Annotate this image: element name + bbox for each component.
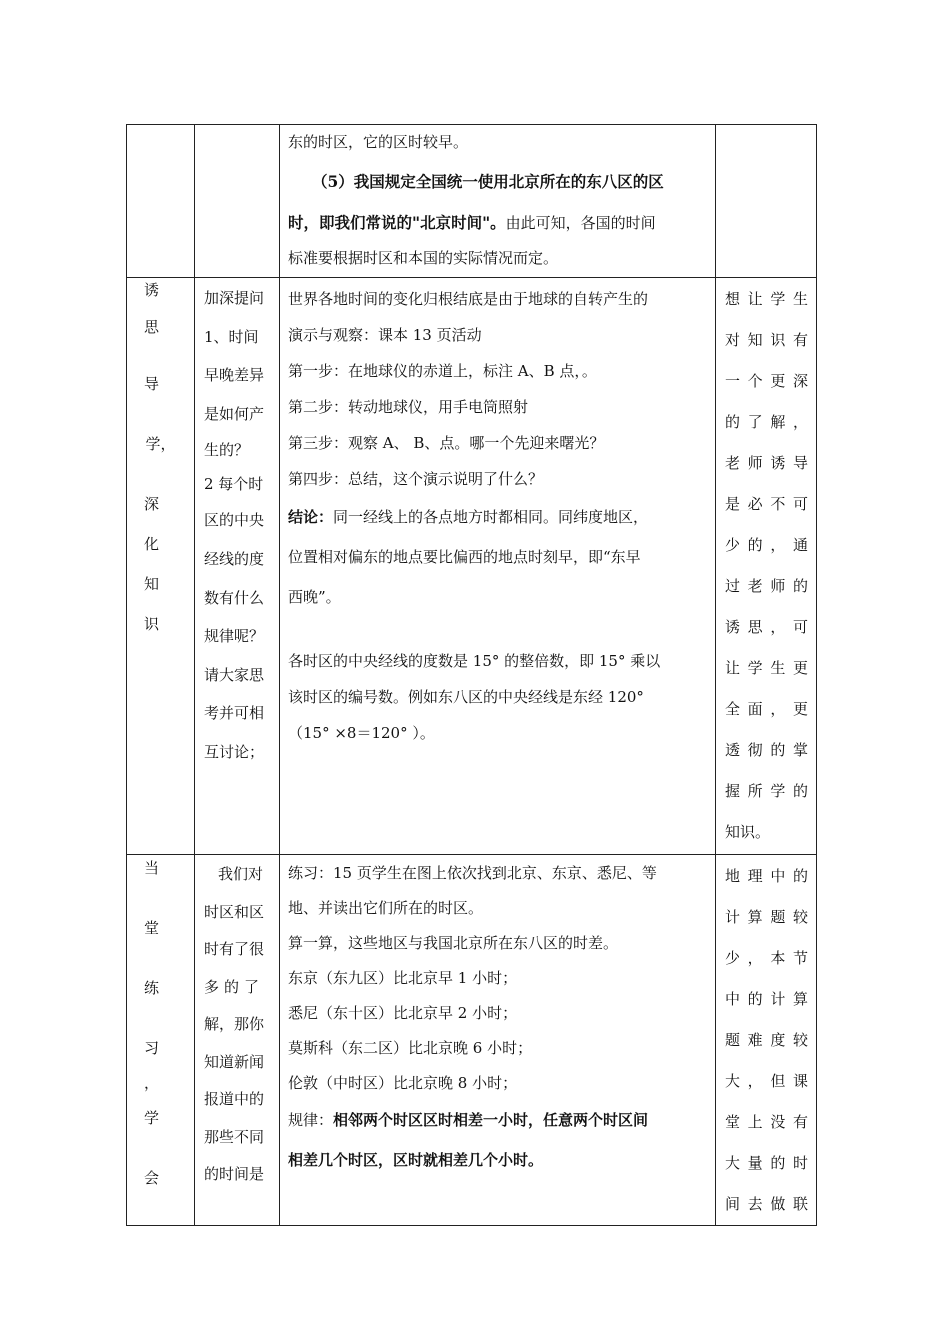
- stage-char: 识: [143, 615, 159, 633]
- content-line: 算一算，这些地区与我国北京所在东八区的时差。: [288, 934, 619, 952]
- table-row-continuation: [127, 125, 817, 278]
- stage-char: 知: [143, 575, 159, 593]
- notes-line: 透彻的掌: [725, 741, 808, 759]
- content-line: 悉尼（东十区）比北京早 2 小时；: [288, 1004, 518, 1022]
- content-line: 位置相对偏东的地点要比偏西的地点时刻早，即“东早: [288, 548, 641, 566]
- content-line: 第三步：观察 A、 B、点。哪一个先迎来曙光？: [288, 434, 605, 452]
- activity-line: 多的了: [204, 977, 265, 996]
- stage-cell: [127, 855, 195, 1226]
- stage-char: 当: [143, 859, 159, 877]
- notes-line: 大，但课: [725, 1072, 808, 1090]
- content-line: 练习：15 页学生在图上依次找到北京、东京、悉尼、等: [288, 864, 657, 882]
- notes-line: 是必不可: [725, 495, 808, 513]
- activity-cell: [195, 278, 280, 855]
- notes-line: 间去做联: [725, 1195, 808, 1213]
- table-row-deepen: [127, 278, 817, 855]
- content-line: 由此可知，各国的时间: [505, 214, 656, 232]
- notes-line: 中的计算: [725, 990, 808, 1008]
- notes-line: 想让学生: [725, 290, 808, 308]
- activity-line: 互讨论；: [204, 742, 265, 761]
- content-line-bold: 时，即我们常说的"北京时间"。: [288, 213, 506, 232]
- notes-line: 过老师的: [725, 577, 808, 595]
- content-cell: [280, 278, 716, 855]
- content-line: 世界各地时间的变化归根结底是由于地球的自转产生的: [288, 290, 649, 308]
- notes-line: 一个更深: [725, 372, 808, 390]
- activity-line: 1、时间: [204, 327, 259, 346]
- content-line: 第二步：转动地球仪，用手电筒照射: [288, 398, 529, 416]
- content-line-bold: 相邻两个时区区时相差一小时，任意两个时区间: [333, 1111, 649, 1129]
- activity-line: 那些不同: [204, 1127, 265, 1146]
- content-line: 西晚”。: [288, 588, 341, 606]
- stage-cell: [127, 278, 195, 855]
- stage-char: ，: [143, 1074, 159, 1092]
- content-line-bold: （5）我国规定全国统一使用北京所在的东八区的区: [312, 172, 664, 191]
- content-line: （15° ×8＝120° ）。: [288, 724, 435, 742]
- content-cell: [280, 855, 716, 1226]
- stage-char: 堂: [143, 919, 159, 937]
- notes-cell: [716, 125, 817, 278]
- stage-char: 思: [143, 318, 159, 336]
- stage-cell: [127, 125, 195, 278]
- activity-line: 数有什么: [204, 588, 265, 607]
- content-line: 标准要根据时区和本国的实际情况而定。: [288, 249, 559, 267]
- content-line: 东京（东九区）比北京早 1 小时；: [288, 969, 518, 987]
- activity-line: 时区和区: [204, 902, 265, 921]
- stage-char: 诱: [143, 281, 159, 299]
- content-line: 伦敦（中时区）比北京晚 8 小时；: [288, 1074, 518, 1092]
- activity-line: 解，那你: [204, 1015, 265, 1033]
- notes-line: 大量的时: [725, 1154, 808, 1172]
- notes-line: 知识。: [725, 823, 771, 841]
- notes-line: 计算题较: [725, 908, 808, 926]
- content-line: 东的时区，它的区时较早。: [288, 133, 469, 151]
- notes-line: 握所学的: [725, 782, 808, 800]
- stage-char: 化: [143, 535, 159, 553]
- content-line: 第四步：总结，这个演示说明了什么？: [288, 470, 544, 488]
- rule-label: 规律：: [288, 1111, 334, 1129]
- activity-line: 加深提问: [204, 289, 265, 307]
- content-line: 同一经线上的各点地方时都相同。同纬度地区，: [333, 508, 649, 526]
- activity-line: 我们对: [218, 865, 264, 883]
- activity-line: 是如何产: [204, 404, 265, 423]
- activity-line: 早晚差异: [204, 366, 265, 385]
- activity-line: 时有了很: [204, 940, 265, 958]
- content-line: 第一步：在地球仪的赤道上，标注 A、B 点，。: [288, 362, 597, 380]
- notes-line: 少，本节: [725, 949, 808, 967]
- activity-line: 的时间是: [204, 1165, 265, 1183]
- notes-line: 全面，更: [725, 700, 808, 718]
- notes-line: 堂上没有: [725, 1113, 808, 1131]
- activity-line: 2 每个时: [204, 475, 264, 494]
- content-line: 演示与观察：课本 13 页活动: [288, 326, 482, 344]
- activity-line: 经线的度: [204, 549, 265, 568]
- notes-line: 地理中的: [725, 867, 808, 885]
- stage-char: 会: [143, 1169, 159, 1187]
- content-cell: [280, 125, 716, 278]
- stage-char: 导: [143, 375, 159, 393]
- activity-line: 规律呢？: [204, 627, 265, 646]
- content-line: 该时区的编号数。例如东八区的中央经线是东经 120°: [288, 688, 644, 706]
- stage-char: 习: [143, 1039, 159, 1057]
- activity-line: 请大家思: [204, 665, 265, 684]
- stage-char: 学: [143, 1109, 159, 1127]
- table-row-practice: [127, 855, 817, 1226]
- stage-char: 深: [143, 495, 159, 513]
- notes-line: 的了解，: [725, 413, 808, 431]
- notes-line: 题难度较: [725, 1031, 808, 1049]
- activity-line: 考并可相: [204, 704, 265, 723]
- content-line-bold: 相差几个时区，区时就相差几个小时。: [288, 1151, 544, 1169]
- activity-cell: [195, 855, 280, 1226]
- activity-cell: [195, 125, 280, 278]
- notes-cell: [716, 278, 817, 855]
- activity-line: 区的中央: [204, 511, 265, 530]
- notes-line: 少的，通: [725, 536, 808, 554]
- stage-char: 学，: [145, 435, 176, 453]
- lesson-plan-table: [126, 124, 817, 1226]
- notes-line: 诱思，可: [725, 618, 808, 636]
- activity-line: 知道新闻: [204, 1052, 265, 1071]
- content-line: 莫斯科（东二区）比北京晚 6 小时；: [288, 1039, 533, 1057]
- content-line: 各时区的中央经线的度数是 15° 的整倍数，即 15° 乘以: [288, 652, 661, 670]
- notes-line: 老师诱导: [725, 454, 808, 472]
- notes-line: 对知识有: [725, 331, 808, 349]
- conclusion-label: 结论：: [288, 508, 334, 526]
- notes-cell: [716, 855, 817, 1226]
- content-line: 地、并读出它们所在的时区。: [288, 899, 484, 917]
- stage-char: 练: [143, 979, 159, 997]
- activity-line: 生的？: [204, 441, 250, 460]
- notes-line: 让学生更: [725, 659, 808, 677]
- activity-line: 报道中的: [204, 1090, 265, 1108]
